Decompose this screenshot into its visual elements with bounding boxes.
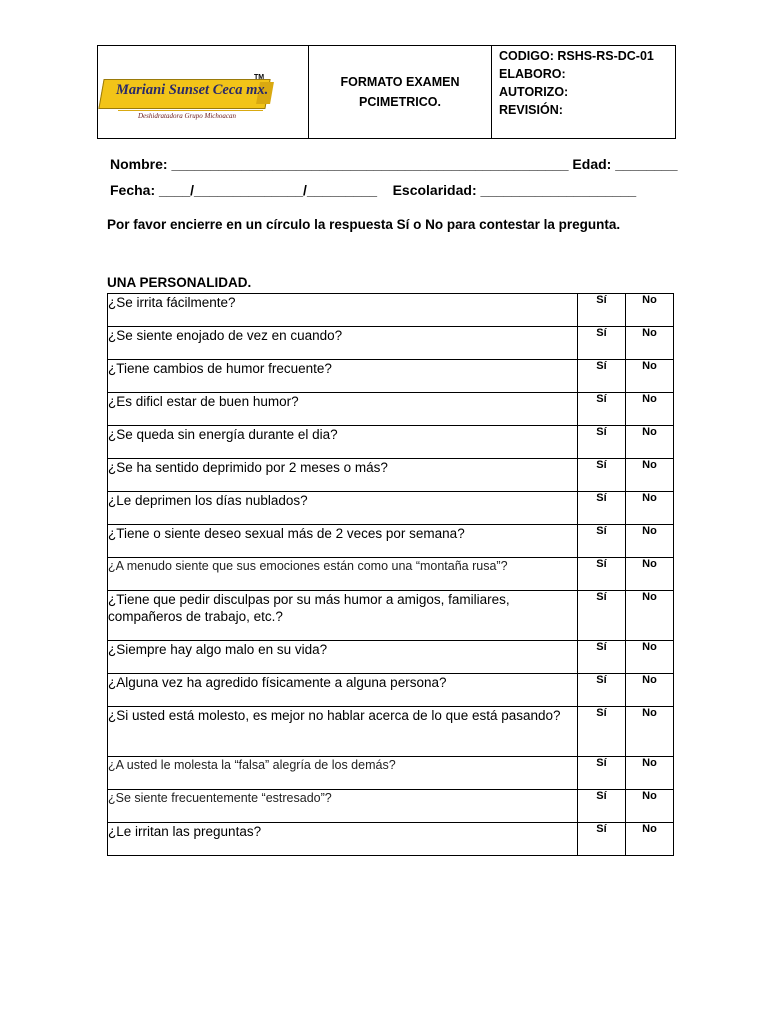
date-schooling-line[interactable]: Fecha: ____/______________/_________ Escolaridad: ____________________ (110, 182, 637, 198)
question-text: ¿Se siente enojado de vez en cuando? (108, 327, 578, 360)
answer-no[interactable]: No (626, 641, 674, 674)
question-row (108, 757, 674, 790)
answer-yes[interactable]: Sí (578, 757, 626, 790)
document-header (97, 45, 676, 139)
question-row (108, 525, 674, 558)
answer-yes[interactable]: Sí (578, 327, 626, 360)
autorizo-field: AUTORIZO: (499, 85, 569, 99)
answer-no[interactable]: No (626, 823, 674, 856)
answer-yes[interactable]: Sí (578, 707, 626, 757)
answer-yes[interactable]: Sí (578, 360, 626, 393)
question-text: ¿Tiene que pedir disculpas por su más humor a amigos, familiares, compañeros de trabajo, etc.? (108, 591, 578, 641)
question-row (108, 492, 674, 525)
answer-no[interactable]: No (626, 360, 674, 393)
name-age-line[interactable]: Nombre: ___________________________________________________ Edad: ________ (110, 156, 678, 172)
question-text: ¿Es dificl estar de buen humor? (108, 393, 578, 426)
answer-no[interactable]: No (626, 525, 674, 558)
answer-yes[interactable]: Sí (578, 823, 626, 856)
logo-subtitle: Deshidratadora Grupo Michoacan (138, 112, 236, 120)
question-text: ¿Le irritan las preguntas? (108, 823, 578, 856)
document-codes (492, 46, 675, 138)
answer-no[interactable]: No (626, 558, 674, 591)
answer-yes[interactable]: Sí (578, 393, 626, 426)
code-field: CODIGO: RSHS-RS-DC-01 (499, 49, 654, 63)
answer-yes[interactable]: Sí (578, 558, 626, 591)
logo-tm: TM (254, 74, 265, 81)
logo-name: Mariani Sunset Ceca mx. (116, 82, 269, 98)
question-text: ¿Se ha sentido deprimido por 2 meses o más? (108, 459, 578, 492)
question-row (108, 459, 674, 492)
logo-underline (118, 110, 263, 111)
answer-yes[interactable]: Sí (578, 492, 626, 525)
answer-no[interactable]: No (626, 492, 674, 525)
answer-yes[interactable]: Sí (578, 525, 626, 558)
question-text: ¿Tiene o siente deseo sexual más de 2 veces por semana? (108, 525, 578, 558)
question-text: ¿Alguna vez ha agredido físicamente a alguna persona? (108, 674, 578, 707)
question-text: ¿Se queda sin energía durante el dia? (108, 426, 578, 459)
answer-no[interactable]: No (626, 459, 674, 492)
question-row (108, 823, 674, 856)
question-row (108, 707, 674, 757)
answer-no[interactable]: No (626, 426, 674, 459)
question-text: ¿Tiene cambios de humor frecuente? (108, 360, 578, 393)
answer-no[interactable]: No (626, 327, 674, 360)
answer-yes[interactable]: Sí (578, 426, 626, 459)
question-text: ¿A usted le molesta la “falsa” alegría de los demás? (108, 757, 578, 790)
section-title: UNA PERSONALIDAD. (107, 275, 252, 290)
answer-no[interactable]: No (626, 757, 674, 790)
question-row (108, 393, 674, 426)
logo-cell (98, 46, 309, 138)
question-text: ¿Siempre hay algo malo en su vida? (108, 641, 578, 674)
answer-no[interactable]: No (626, 674, 674, 707)
answer-yes[interactable]: Sí (578, 674, 626, 707)
answer-no[interactable]: No (626, 393, 674, 426)
question-text: ¿Se siente frecuentemente “estresado”? (108, 790, 578, 823)
answer-no[interactable]: No (626, 707, 674, 757)
question-text: ¿A menudo siente que sus emociones están como una “montaña rusa”? (108, 558, 578, 591)
questions-table (107, 293, 674, 856)
answer-no[interactable]: No (626, 591, 674, 641)
title-line-1: FORMATO EXAMEN (340, 75, 460, 89)
title-line-2: PCIMETRICO. (359, 95, 441, 109)
question-row (108, 327, 674, 360)
question-row (108, 591, 674, 641)
instructions: Por favor encierre en un círculo la respuesta Sí o No para contestar la pregunta. (107, 217, 621, 232)
question-row (108, 426, 674, 459)
elaboro-field: ELABORO: (499, 67, 566, 81)
answer-yes[interactable]: Sí (578, 641, 626, 674)
answer-no[interactable]: No (626, 294, 674, 327)
answer-yes[interactable]: Sí (578, 591, 626, 641)
question-row (108, 360, 674, 393)
answer-no[interactable]: No (626, 790, 674, 823)
question-text: ¿Se irrita fácilmente? (108, 294, 578, 327)
answer-yes[interactable]: Sí (578, 790, 626, 823)
question-row (108, 674, 674, 707)
document-title (309, 46, 492, 138)
answer-yes[interactable]: Sí (578, 294, 626, 327)
question-row (108, 641, 674, 674)
answer-yes[interactable]: Sí (578, 459, 626, 492)
revision-field: REVISIÓN: (499, 103, 563, 117)
question-text: ¿Si usted está molesto, es mejor no hablar acerca de lo que está pasando? (108, 707, 578, 757)
question-row (108, 558, 674, 591)
question-text: ¿Le deprimen los días nublados? (108, 492, 578, 525)
question-row (108, 294, 674, 327)
question-row (108, 790, 674, 823)
